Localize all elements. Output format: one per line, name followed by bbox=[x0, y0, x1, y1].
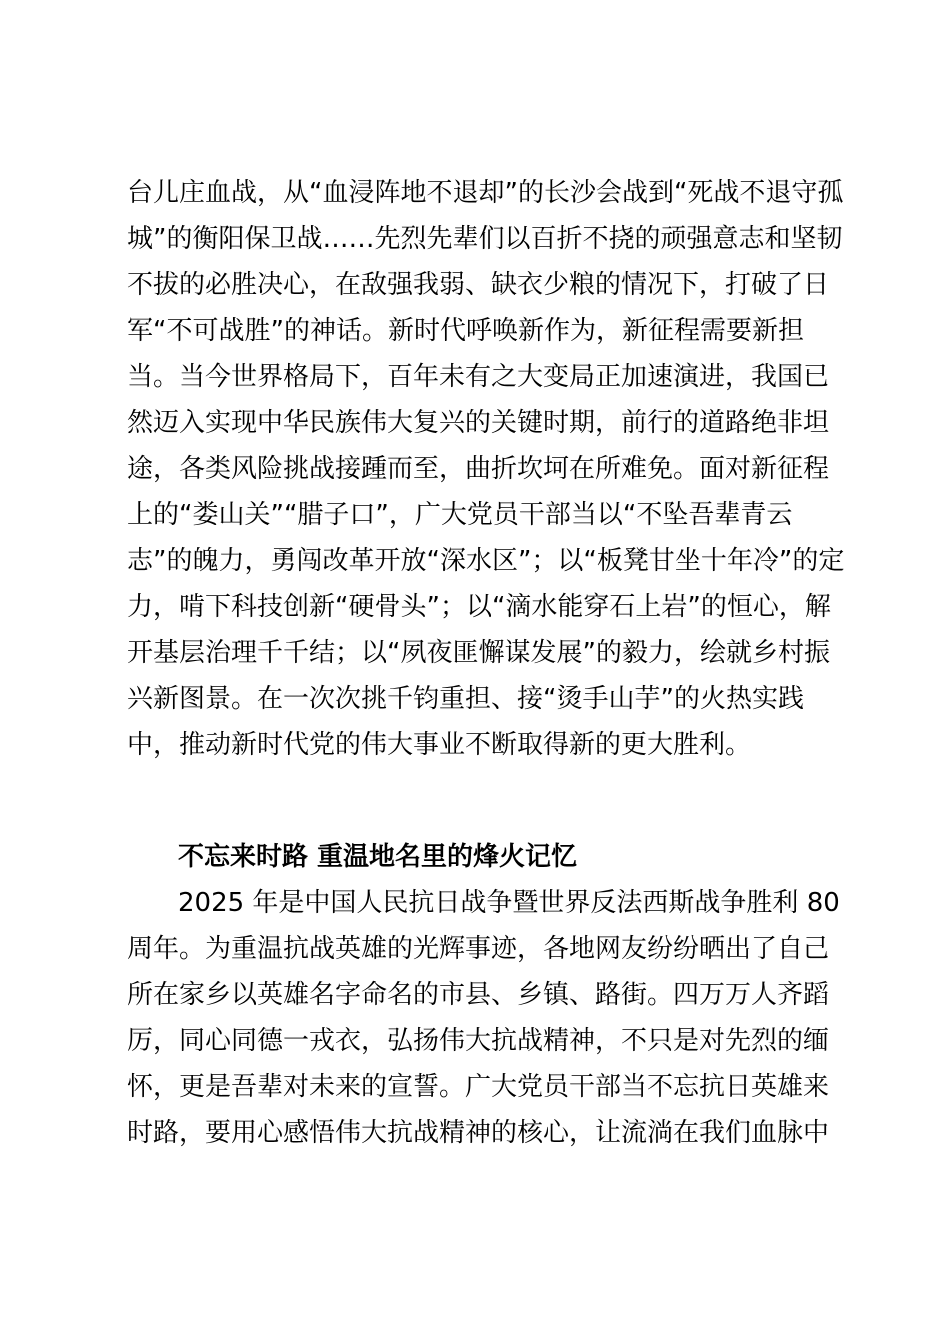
document-page bbox=[127, 170, 845, 1156]
paragraph-line: 当。当今世界格局下，百年未有之大变局正加速演进，我国已 bbox=[127, 362, 830, 392]
paragraph-line: 时路，要用心感悟伟大抗战精神的核心，让流淌在我们血脉中 bbox=[127, 1118, 830, 1148]
paragraph-line: 周年。为重温抗战英雄的光辉事迹，各地网友纷纷晒出了自己 bbox=[127, 934, 830, 964]
paragraph-line: 中，推动新时代党的伟大事业不断取得新的更大胜利。 bbox=[127, 730, 752, 760]
paragraph-line: 兴新图景。在一次次挑千钧重担、接“烫手山芋”的火热实践 bbox=[127, 684, 804, 714]
paragraph-line: 不拔的必胜决心，在敌强我弱、缺衣少粮的情况下，打破了日 bbox=[127, 270, 830, 300]
paragraph-line: 所在家乡以英雄名字命名的市县、乡镇、路街。四万万人齐蹈 bbox=[127, 980, 830, 1010]
paragraph-line: 厉，同心同德一戎衣，弘扬伟大抗战精神，不只是对先烈的缅 bbox=[127, 1026, 830, 1056]
paragraph-line: 2025 年是中国人民抗日战争暨世界反法西斯战争胜利 80 bbox=[178, 888, 840, 918]
paragraph-spacer bbox=[127, 768, 837, 834]
paragraph-line: 途，各类风险挑战接踵而至，曲折坎坷在所难免。面对新征程 bbox=[127, 454, 830, 484]
paragraph-body bbox=[127, 880, 840, 1156]
paragraph-line: 志”的魄力，勇闯改革开放“深水区”；以“板凳甘坐十年冷”的定 bbox=[127, 546, 845, 576]
section-heading: 不忘来时路 重温地名里的烽火记忆 bbox=[178, 842, 578, 872]
paragraph-line: 怀，更是吾辈对未来的宣誓。广大党员干部当不忘抗日英雄来 bbox=[127, 1072, 830, 1102]
paragraph-line: 然迈入实现中华民族伟大复兴的关键时期，前行的道路绝非坦 bbox=[127, 408, 830, 438]
paragraph-line: 军“不可战胜”的神话。新时代呼唤新作为，新征程需要新担 bbox=[127, 316, 804, 346]
paragraph-continued bbox=[127, 170, 845, 768]
paragraph-line: 上的“娄山关”“腊子口”，广大党员干部当以“不坠吾辈青云 bbox=[127, 500, 793, 530]
paragraph-line: 开基层治理千千结；以“夙夜匪懈谋发展”的毅力，绘就乡村振 bbox=[127, 638, 830, 668]
paragraph-line: 城”的衡阳保卫战……先烈先辈们以百折不挠的顽强意志和坚韧 bbox=[127, 224, 843, 254]
paragraph-line: 台儿庄血战，从“血浸阵地不退却”的长沙会战到“死战不退守孤 bbox=[127, 178, 844, 208]
paragraph-line: 力，啃下科技创新“硬骨头”；以“滴水能穿石上岩”的恒心，解 bbox=[127, 592, 831, 622]
